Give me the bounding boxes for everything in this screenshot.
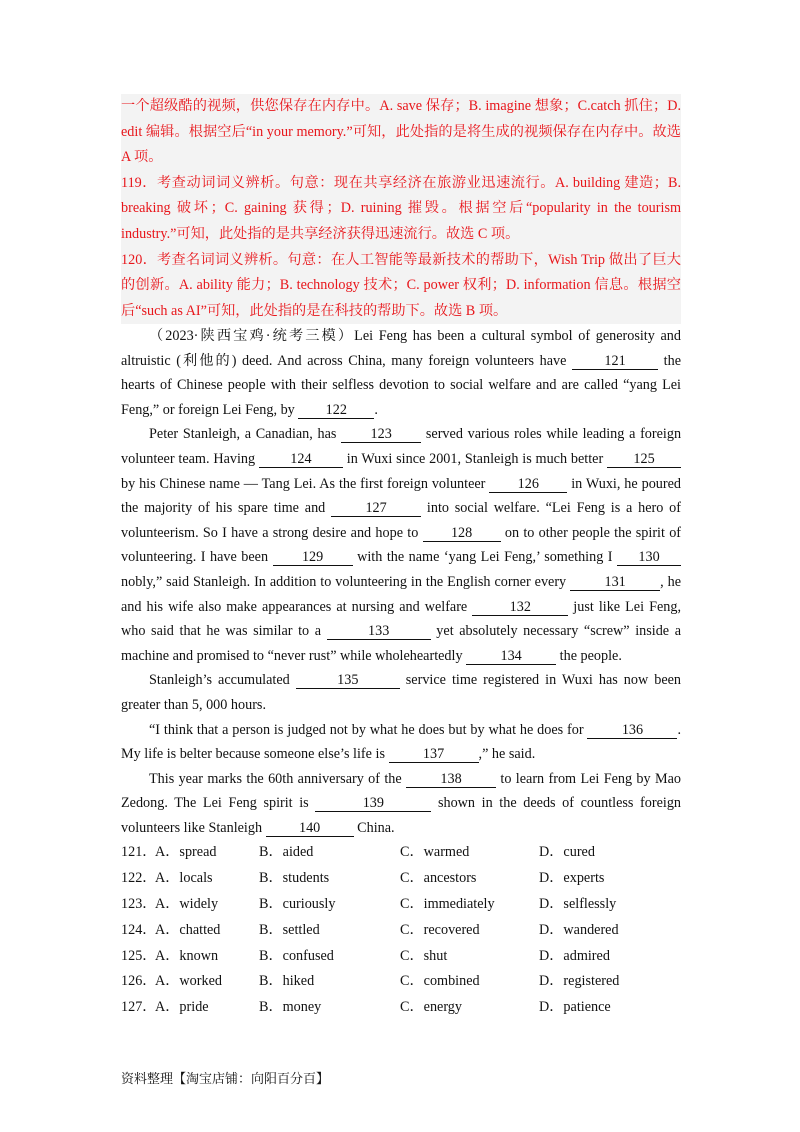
blank: 127	[331, 500, 421, 517]
option-c: C．ancestors	[400, 869, 477, 886]
option-a: A．widely	[155, 895, 219, 912]
answer-explanations	[121, 94, 681, 324]
passage-paragraph: “I think that a person is judged not by what he does but by what he does for 136 . My life is belter because someone else’s life is 137 ,” he said.	[121, 721, 681, 763]
passage-paragraph: （2023·陕西宝鸡·统考三模）Lei Feng has been a cultural symbol of generosity and altruistic (利他的) deed. And across China, many foreign volunteers have 121 the hearts of Chinese people with their selfless devotion to social welfare and are called “yang Lei Feng,” or foreign Lei Feng, by 122 .	[121, 328, 682, 418]
blank: 122	[298, 402, 374, 419]
option-b: B．hiked	[259, 973, 315, 990]
question-number: 127．	[121, 999, 157, 1016]
blank: 123	[341, 426, 421, 443]
question-number: 124．	[121, 921, 157, 938]
option-row	[121, 918, 681, 944]
question-number: 122．	[121, 869, 157, 886]
option-c: C．shut	[400, 947, 448, 964]
option-d: D．experts	[539, 869, 605, 886]
option-row	[121, 969, 681, 995]
option-row	[121, 840, 681, 866]
blank: 140	[266, 820, 354, 837]
blank: 124	[259, 451, 343, 468]
answer-explanation: 119．考查动词词义辨析。句意：现在共享经济在旅游业迅速流行。A. building 建造；B. breaking 破坏；C. gaining 获得；D. ruining 摧毁。根据空后“popularity in the tourism industry.”可知，此处指的是共享经济获得迅速流行。故选 C 项。	[121, 174, 681, 242]
option-row	[121, 944, 681, 970]
option-b: B．curiously	[259, 895, 336, 912]
option-row	[121, 995, 681, 1021]
option-a: A．locals	[155, 869, 213, 886]
blank: 136	[587, 722, 677, 739]
blank: 135	[296, 672, 400, 689]
blank: 125	[607, 451, 681, 468]
option-d: D．cured	[539, 844, 595, 860]
question-number: 123．	[121, 895, 157, 912]
question-number: 126．	[121, 973, 157, 990]
blank: 130	[617, 549, 681, 566]
option-b: B．money	[259, 999, 322, 1016]
option-a: A．worked	[155, 973, 222, 990]
option-d: D．patience	[539, 999, 611, 1016]
option-b: B．students	[259, 869, 330, 886]
option-a: A．spread	[155, 844, 217, 860]
option-d: D．admired	[539, 947, 610, 964]
page-footer: 资料整理【淘宝店铺：向阳百分百】	[121, 1072, 330, 1087]
blank: 126	[489, 476, 567, 493]
question-number: 121．	[121, 844, 157, 860]
option-b: B．settled	[259, 921, 320, 938]
blank: 131	[570, 574, 660, 591]
passage-paragraph: This year marks the 60th anniversary of the 138 to learn from Lei Feng by Mao Zedong. The Lei Feng spirit is 139 shown in the deeds of countless foreign volunteers like Stanleigh 140 China.	[121, 770, 682, 836]
blank: 137	[389, 746, 479, 763]
passage-paragraph: Peter Stanleigh, a Canadian, has 123 served various roles while leading a foreign volunteer team. Having 124 in Wuxi since 2001, Stanleigh is much better 125 by his Chinese name — Tang Lei. As the first foreign volunteer 126 in Wuxi, he poured the majority of his spare time and 127 into social welfare. “Lei Feng is a hero of volunteerism. So I have a strong desire and hope to 128 on to other people the spirit of volunteering. I have been 129 with the name ‘yang Lei Feng,’ something I 130 nobly,” said Stanleigh. In addition to volunteering in the English corner every 131 , he and his wife also make appearances at nursing and welfare 132 just like Lei Feng, who said that he was similar to a 133 yet absolutely necessary “screw” inside a machine and promised to “never rust” while wholeheartedly 134 the people.	[121, 426, 682, 664]
blank: 128	[423, 525, 501, 542]
option-c: C．energy	[400, 999, 462, 1016]
option-a: A．chatted	[155, 921, 221, 938]
option-c: C．immediately	[400, 895, 495, 912]
blank: 138	[406, 771, 496, 788]
blank: 132	[472, 599, 568, 616]
blank: 129	[273, 549, 353, 566]
cloze-passage	[121, 324, 681, 840]
blank: 121	[572, 353, 658, 370]
answer-explanation: 120．考查名词词义辨析。句意：在人工智能等最新技术的帮助下，Wish Trip 做出了巨大的创新。A. ability 能力；B. technology 技术；C. power 权利；D. information 信息。根据空后“such as AI”可知，此处指的是在科技的帮助下。故选 B 项。	[121, 251, 681, 319]
option-c: C．recovered	[400, 921, 480, 938]
blank: 133	[327, 623, 431, 640]
passage-paragraph: Stanleigh’s accumulated 135 service time registered in Wuxi has now been greater than 5, 000 hours.	[121, 672, 682, 713]
blank: 134	[466, 648, 556, 665]
option-c: C．warmed	[400, 844, 470, 860]
answer-explanation: 一个超级酷的视频，供您保存在内存中。A. save 保存；B. imagine 想象；C.catch 抓住；D. edit 编辑。根据空后“in your memory.”可知，此处指的是将生成的视频保存在内存中。故选 A 项。	[121, 98, 681, 166]
option-a: A．known	[155, 947, 219, 964]
option-d: D．wandered	[539, 921, 619, 938]
option-d: D．registered	[539, 973, 620, 990]
option-d: D．selflessly	[539, 895, 617, 912]
option-b: B．aided	[259, 844, 314, 860]
option-row	[121, 866, 681, 892]
option-c: C．combined	[400, 973, 480, 990]
blank: 139	[315, 795, 431, 812]
option-b: B．confused	[259, 947, 334, 964]
answer-options	[121, 840, 681, 1021]
question-number: 125．	[121, 947, 157, 964]
option-row	[121, 892, 681, 918]
option-a: A．pride	[155, 999, 209, 1016]
